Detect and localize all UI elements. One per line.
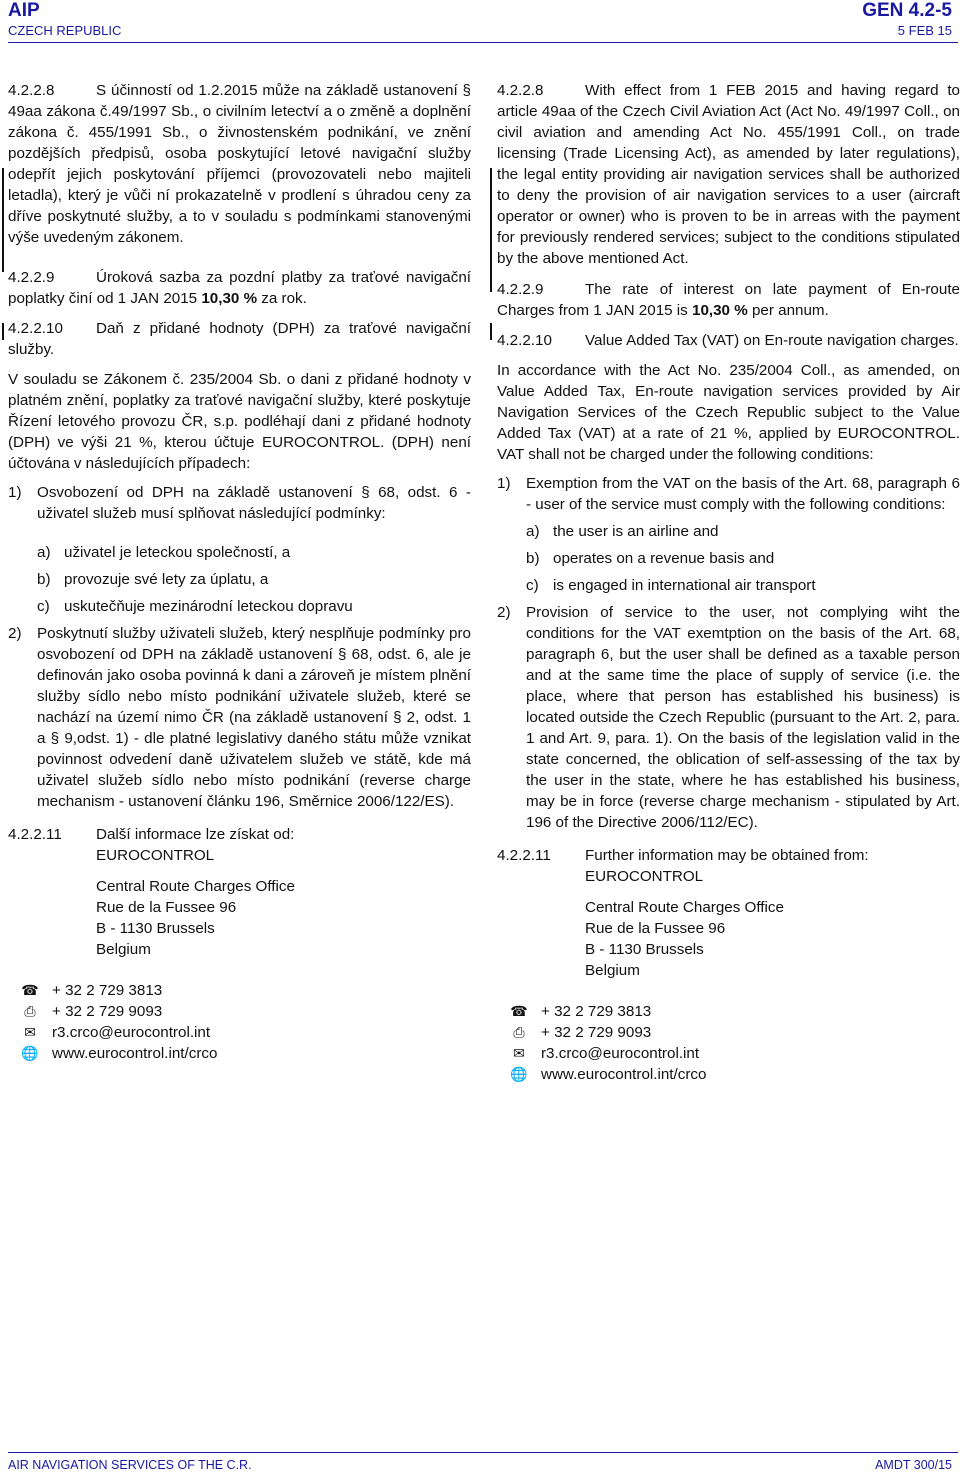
- address-block: [96, 876, 471, 960]
- sub-letter: a): [37, 544, 51, 561]
- address-org: EUROCONTROL: [585, 868, 704, 885]
- sub-letter: b): [37, 571, 51, 588]
- section-text: Úroková sazba za pozdní platby za traťové navigační poplatky činí od 1 JAN 2015: [8, 269, 471, 307]
- fax-number: + 32 2 729 9093: [52, 1003, 163, 1020]
- section-text: Value Added Tax (VAT) on En-route navigation charges.: [585, 332, 959, 349]
- sub-text: uživatel je leteckou společností, a: [64, 544, 291, 561]
- header-date: 5 FEB 15: [897, 23, 952, 38]
- email-icon: ✉: [513, 1045, 525, 1061]
- sub-text: operates on a revenue basis and: [553, 550, 775, 567]
- address-line: Central Route Charges Office: [585, 899, 784, 916]
- address-block: [585, 897, 960, 981]
- globe-icon: 🌐: [510, 1066, 528, 1082]
- change-bar: [2, 168, 4, 272]
- contact-web: [497, 1064, 960, 1085]
- section-text: S účinností od 1.2.2015 může na základě ustanovení § 49aa zákona č.49/1997 Sb., o civilním letectví a o změně a doplnění zákona č. 455/1991 Sb., o živnostenském podnikání, ve znění pozdějších předpisů, osoba poskytující letové navigační služby odepřít jejich poskytování příjemci (provozovateli nebo majiteli letadla), který je vůči ní prokazatelně v prodlení s úhradou ceny za dříve poskytnuté služby, a to v souladu s podmínkami stanovenými výše uvedeným zákonem.: [8, 82, 471, 246]
- list-item: [8, 623, 471, 812]
- contact-web: [8, 1043, 471, 1064]
- sub-item: [526, 521, 960, 542]
- list-text: Exemption from the VAT on the basis of the Art. 68, paragraph 6 - user of the service must comply with the following conditions:: [526, 475, 960, 513]
- address-org: EUROCONTROL: [96, 847, 215, 864]
- section-text: per annum.: [747, 302, 829, 319]
- section-4-2-2-10: [8, 318, 471, 360]
- list-number: 1): [497, 475, 511, 492]
- list-number: 2): [8, 625, 22, 642]
- address-line: Rue de la Fussee 96: [585, 920, 726, 937]
- section-number: 4.2.2.8: [497, 82, 544, 99]
- sub-item: [37, 596, 471, 617]
- czech-column: [8, 80, 471, 1064]
- sub-letter: a): [526, 523, 540, 540]
- email-icon: ✉: [24, 1024, 36, 1040]
- address-line: Rue de la Fussee 96: [96, 899, 237, 916]
- section-number: 4.2.2.8: [8, 82, 55, 99]
- sub-text: uskutečňuje mezinárodní leteckou dopravu: [64, 598, 353, 615]
- header-country: CZECH REPUBLIC: [8, 23, 122, 38]
- section-4-2-2-8: [8, 80, 471, 248]
- section-number: 4.2.2.11: [497, 847, 551, 864]
- interest-rate: 10,30 %: [201, 290, 258, 307]
- list-number: 2): [497, 604, 511, 621]
- section-number: 4.2.2.11: [8, 826, 62, 843]
- contact-fax: [8, 1001, 471, 1022]
- footer-rule: [8, 1452, 958, 1453]
- change-bar: [490, 168, 492, 292]
- vat-paragraph: V souladu se Zákonem č. 235/2004 Sb. o dani z přidané hodnoty v platném znění, poplatky za traťové navigační služby, které poskytuje Řízení letového provozu ČR, s.p. podléhají dani z přidané hodnoty (DPH) ve výši 21 %, kterou účtuje EUROCONTROL. (DPH) není účtována v následujících případech:: [8, 371, 471, 472]
- vat-paragraph: In accordance with the Act No. 235/2004 Coll., as amended, on Value Added Tax, En-route navigation services provided by Air Navigation Services of the Czech Republic subject to the Value Added Tax (VAT) at a rate of 21 %, applied by EUROCONTROL. VAT shall not be charged under the following conditions:: [497, 362, 960, 463]
- list-text: Osvobození od DPH na základě ustanovení § 68, odst. 6 - uživatel služeb musí splňovat následující podmínky:: [37, 484, 471, 522]
- address-line: Central Route Charges Office: [96, 878, 295, 895]
- phone-number: + 32 2 729 3813: [541, 1003, 652, 1020]
- sub-letter: b): [526, 550, 540, 567]
- section-4-2-2-9: [497, 279, 960, 321]
- sub-text: provozuje své lety za úplatu, a: [64, 571, 269, 588]
- list-text: Provision of service to the user, not complying wiht the conditions for the VAT exemtption on the basis of the Art. 68, paragraph 6, but the user shall be defined as a taxable person and at the same time the place of supply of service (i.e. the place, where that person has established his business) is located outside the Czech Republic (pursuant to the Art. 2, para. 1 and Art. 9, para. 1). On the basis of the legislation valid in the state concerned, the oblication of self-assessing of the tax by the user in the state, where he has established his business, may be in force (reverse charge mechanism - stipulated by Art. 196 of the Directive 2006/112/EC).: [526, 604, 960, 831]
- contact-phone: [8, 980, 471, 1001]
- section-text: za rok.: [257, 290, 307, 307]
- phone-number: + 32 2 729 3813: [52, 982, 163, 999]
- sub-letter: c): [37, 598, 50, 615]
- section-4-2-2-11: [8, 824, 471, 845]
- section-number: 4.2.2.10: [497, 332, 552, 349]
- section-4-2-2-11: [497, 845, 960, 866]
- section-text: With effect from 1 FEB 2015 and having regard to article 49aa of the Czech Civil Aviation Act (Act No. 49/1997 Coll., on civil aviation and amending Act No. 455/1991 Coll., on trade licensing (Trade Licensing Act), as amended by later regulations), the legal entity providing air navigation services shall be authorized to deny the provision of air navigation services to a user (aircraft operator or owner) who is proven to be in arreas with the payment for previously rendered services; subject to the conditions stipulated by the above mentioned Act.: [497, 82, 960, 267]
- footer-amendment: AMDT 300/15: [875, 1458, 952, 1472]
- sub-item: [526, 575, 960, 596]
- web-address[interactable]: www.eurocontrol.int/crco: [52, 1045, 218, 1062]
- section-number: 4.2.2.10: [8, 320, 63, 337]
- footer-organization: AIR NAVIGATION SERVICES OF THE C.R.: [8, 1458, 252, 1472]
- sub-text: is engaged in international air transport: [553, 577, 816, 594]
- phone-icon: ☎: [510, 1003, 528, 1019]
- section-4-2-2-10: [497, 330, 960, 351]
- web-address[interactable]: www.eurocontrol.int/crco: [541, 1066, 707, 1083]
- list-number: 1): [8, 484, 22, 501]
- section-4-2-2-9: [8, 267, 471, 309]
- list-text: Poskytnutí služby uživateli služeb, který nesplňuje podmínky pro osvobození od DPH na základě ustanovení § 68, odst. 6, ale je definován jako osoba povinná k dani a zároveň je místem plnění služby sídlo nebo místo podnikání uživatele služeb, které se nachází na území nimo ČR (na základě ustanovení § 2, odst. 1 a § 9,odst. 1) - dle platné legislativy daného státu může vznikat povinnost odvedení daně uživatelem služeb ve státě, kde má uživatel služeb sídlo nebo místo podnikání (reverse charge mechanism - ustanovení článku 196, Směrnice 2006/122/ES).: [37, 625, 471, 810]
- sub-item: [37, 542, 471, 563]
- address-line: B - 1130 Brussels: [585, 941, 704, 958]
- address-line: B - 1130 Brussels: [96, 920, 215, 937]
- sub-text: the user is an airline and: [553, 523, 719, 540]
- contact-list: [497, 1001, 960, 1085]
- globe-icon: 🌐: [21, 1045, 39, 1061]
- section-text: Further information may be obtained from:: [585, 847, 869, 864]
- interest-rate: 10,30 %: [692, 302, 748, 319]
- address-line: Belgium: [96, 941, 151, 958]
- fax-icon: ⎙: [24, 1003, 36, 1019]
- contact-list: [8, 980, 471, 1064]
- address-line: Belgium: [585, 962, 640, 979]
- section-number: 4.2.2.9: [8, 269, 55, 286]
- section-text: The rate of interest on late payment of En-route Charges from 1 JAN 2015 is: [497, 281, 960, 319]
- header-rule: [8, 42, 958, 43]
- section-text: Daň z přidané hodnoty (DPH) za traťové navigační služby.: [8, 320, 471, 358]
- sub-letter: c): [526, 577, 539, 594]
- list-item: [497, 473, 960, 515]
- fax-icon: ⎙: [513, 1024, 525, 1040]
- header-page-ref: GEN 4.2-5: [862, 0, 952, 21]
- list-item: [497, 602, 960, 833]
- section-number: 4.2.2.9: [497, 281, 544, 298]
- english-column: [497, 80, 960, 1085]
- header-aip-title: AIP: [8, 0, 40, 21]
- sub-item: [37, 569, 471, 590]
- change-bar: [490, 323, 492, 340]
- phone-icon: ☎: [21, 982, 39, 998]
- email-address[interactable]: r3.crco@eurocontrol.int: [541, 1045, 700, 1062]
- contact-email: [497, 1043, 960, 1064]
- section-text: Další informace lze získat od:: [96, 826, 295, 843]
- change-bar: [2, 323, 4, 340]
- section-4-2-2-8: [497, 80, 960, 269]
- email-address[interactable]: r3.crco@eurocontrol.int: [52, 1024, 211, 1041]
- contact-phone: [497, 1001, 960, 1022]
- contact-email: [8, 1022, 471, 1043]
- contact-fax: [497, 1022, 960, 1043]
- list-item: [8, 482, 471, 524]
- sub-item: [526, 548, 960, 569]
- fax-number: + 32 2 729 9093: [541, 1024, 652, 1041]
